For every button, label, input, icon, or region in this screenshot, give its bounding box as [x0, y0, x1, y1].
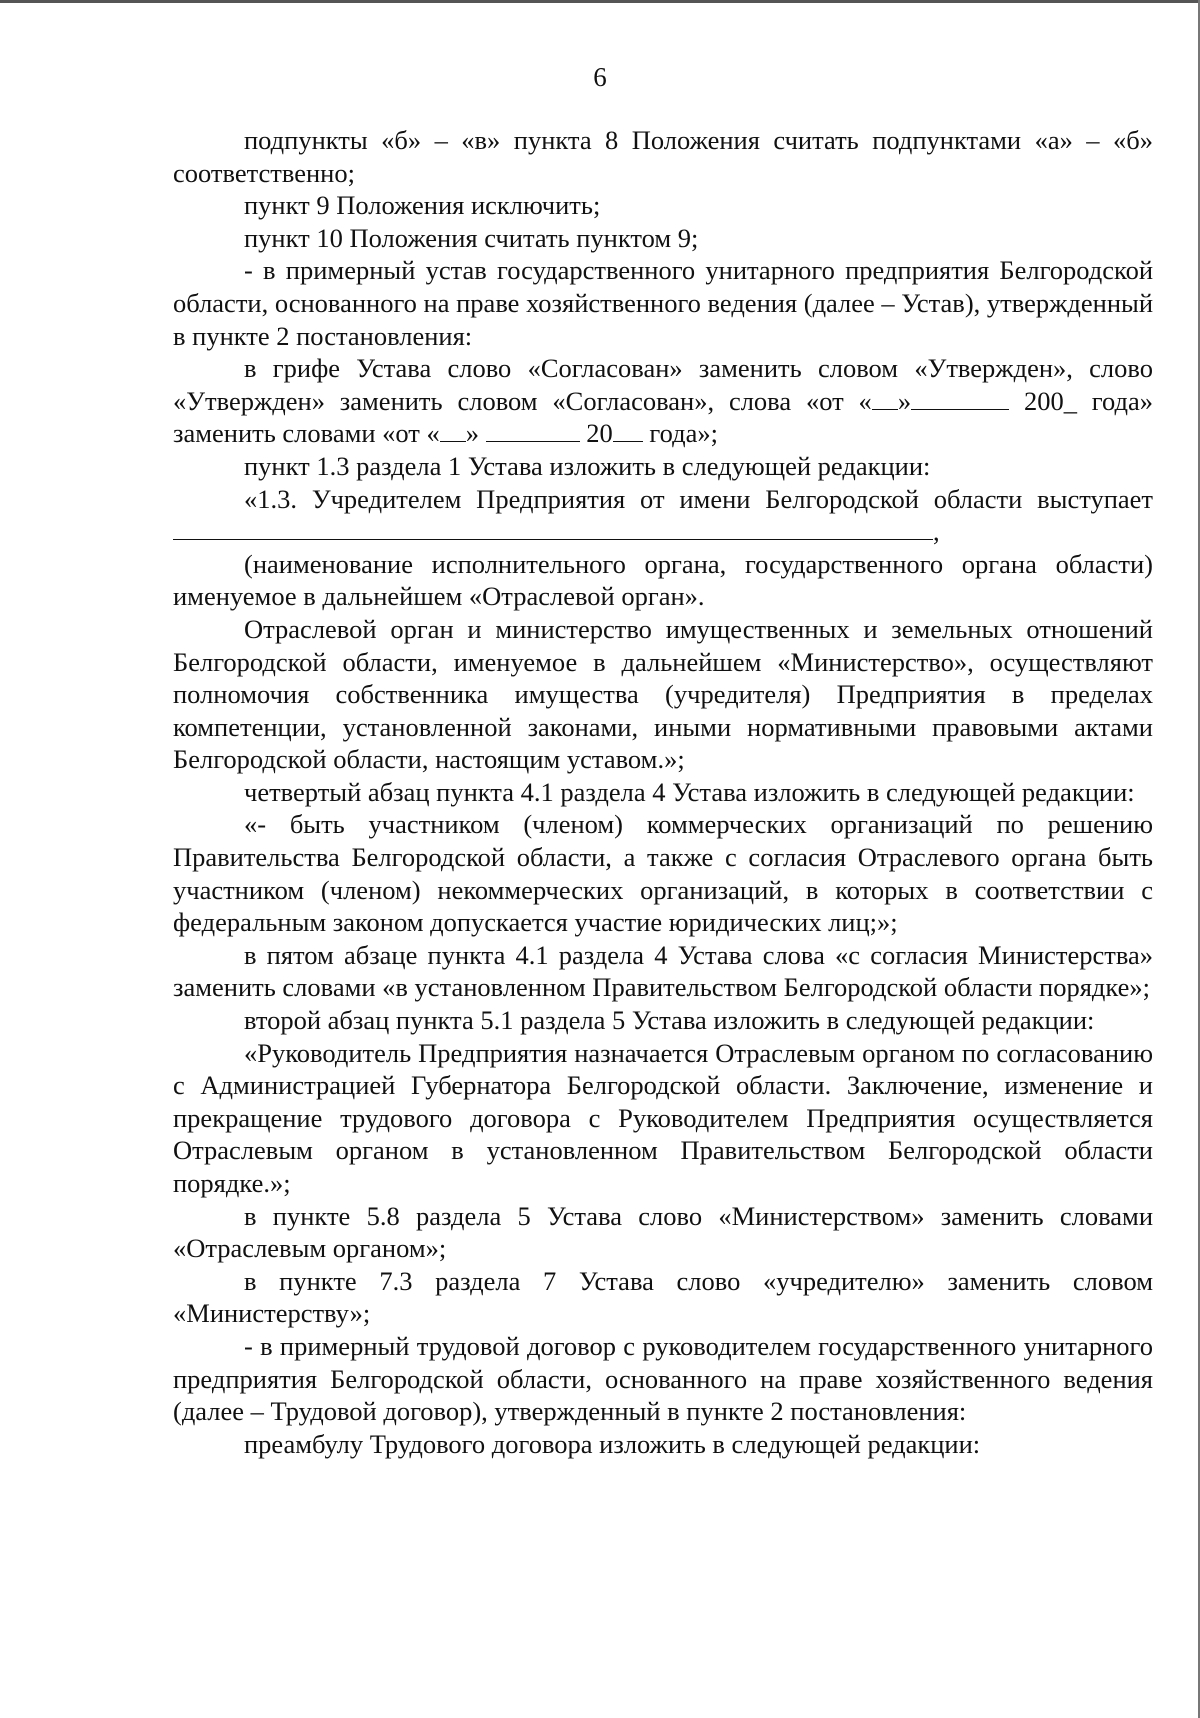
- document-body: [173, 124, 1153, 1460]
- paragraph-with-blanks: [173, 352, 1153, 450]
- paragraph: «Руководитель Предприятия назначается Отраслевым органом по согласованию с Администрацией Губернатора Белгородской области. Заключение, изменение и прекращение трудового договора с Руководителем Предприятия осуществляется Отраслевым органом в установленном Правительством Белгородской области порядке.»;: [173, 1037, 1153, 1198]
- scan-edge-top: [0, 0, 1200, 3]
- paragraph-with-fill-line: [173, 483, 1153, 548]
- paragraph: второй абзац пункта 5.1 раздела 5 Устава изложить в следующей редакции:: [244, 1005, 1095, 1036]
- text-segment: ,: [933, 516, 940, 547]
- paragraph: Отраслевой орган и министерство имущественных и земельных отношений Белгородской области, именуемое в дальнейшем «Министерство», осуществляют полномочия собственника имущества (учредителя) Предприятия в пределах компетенции, установленной законами, иными нормативными правовыми актами Белгородской области, настоящим уставом.»;: [173, 613, 1153, 775]
- paragraph: - в примерный трудовой договор с руководителем государственного унитарного предприятия Белгородской области, основанного на праве хозяйственного ведения (далее – Трудовой договор), утвержденный в пункте 2 постановления:: [173, 1330, 1153, 1427]
- blank-line: [911, 387, 1009, 410]
- paragraph: в пункте 7.3 раздела 7 Устава слово «учредителю» заменить словом «Министерству»;: [173, 1265, 1153, 1329]
- blank-line: [440, 419, 466, 442]
- blank-line: [613, 419, 643, 442]
- paragraph: пункт 9 Положения исключить;: [244, 190, 601, 221]
- paragraph: «- быть участником (членом) коммерческих организаций по решению Правительства Белгородской области, а также с согласия Отраслевого органа быть участником (членом) некоммерческих организаций, в которых в соответствии с федеральным законом допускается участие юридических лиц;»;: [173, 809, 1153, 938]
- paragraph: в пункте 5.8 раздела 5 Устава слово «Министерством» заменить словами «Отраслевым органом»;: [173, 1200, 1153, 1264]
- paragraph: пункт 10 Положения считать пунктом 9;: [244, 222, 699, 253]
- text-segment: »: [897, 385, 912, 416]
- text-segment: года»;: [649, 418, 718, 449]
- text-segment: »: [465, 418, 480, 449]
- paragraph: пункт 1.3 раздела 1 Устава изложить в следующей редакции:: [244, 450, 931, 481]
- paragraph: подпункты «б» – «в» пункта 8 Положения считать подпунктами «а» – «б» соответственно;: [173, 125, 1153, 188]
- blank-line: [486, 419, 580, 442]
- text-segment: 200_ года» заменить словами «от «: [173, 385, 1153, 449]
- blank-line: [872, 387, 898, 410]
- paragraph: (наименование исполнительного органа, государственного органа области) именуемое в дальнейшем «Отраслевой орган».: [173, 548, 1153, 612]
- paragraph: - в примерный устав государственного унитарного предприятия Белгородской области, основанного на праве хозяйственного ведения (далее – Устав), утвержденный в пункте 2 постановления:: [173, 255, 1153, 351]
- text-segment: в грифе Устава слово «Согласован» заменить словом «Утвержден», слово «Утвержден» заменить словом «Согласован», слова «от «: [173, 353, 1153, 416]
- paragraph: четвертый абзац пункта 4.1 раздела 4 Устава изложить в следующей редакции:: [244, 776, 1135, 807]
- page-number: 6: [593, 62, 607, 92]
- paragraph: в пятом абзаце пункта 4.1 раздела 4 Устава слова «с согласия Министерства» заменить словами «в установленном Правительством Белгородской области порядке»;: [173, 939, 1153, 1003]
- paragraph: преамбулу Трудового договора изложить в следующей редакции:: [244, 1428, 981, 1459]
- text-segment: «1.3. Учредителем Предприятия от имени Белгородской области выступает: [244, 483, 1153, 514]
- fill-in-line: [173, 517, 933, 540]
- text-segment: 20: [586, 418, 613, 449]
